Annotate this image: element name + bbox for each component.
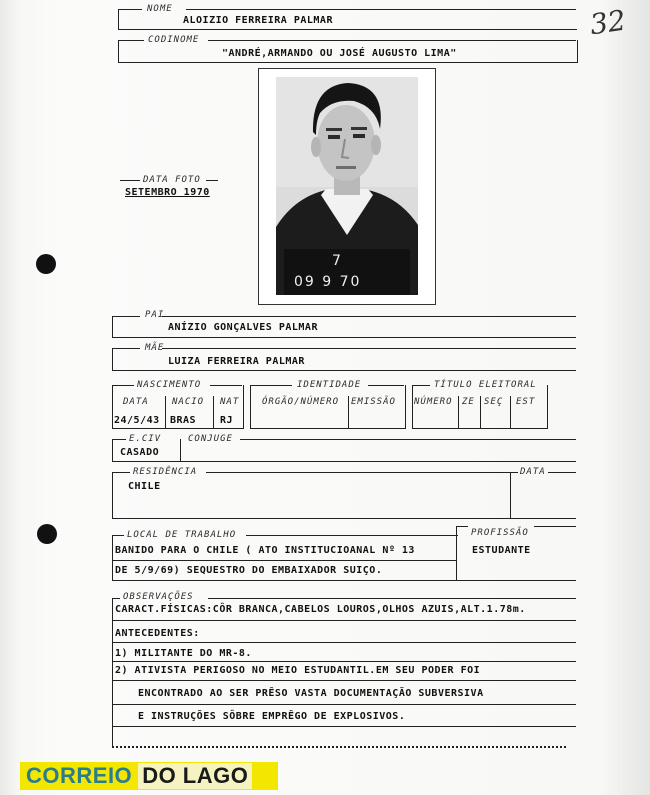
bottom-rule: [112, 746, 566, 748]
antecedente-item-2: 2) ATIVISTA PERIGOSO NO MEIO ESTUDANTIL.EM SEU PODER FOI: [115, 665, 481, 676]
emissao-label: EMISSÃO: [351, 397, 396, 407]
titulo-eleitoral-label: TÍTULO ELEITORAL: [434, 380, 537, 390]
nome-value: ALOIZIO FERREIRA PALMAR: [183, 15, 333, 26]
observacoes-label: OBSERVAÇÕES: [123, 592, 194, 602]
mae-value: LUIZA FERREIRA PALMAR: [168, 356, 305, 367]
profissao-value: ESTUDANTE: [472, 545, 531, 556]
codinome-label: CODINOME: [148, 35, 200, 45]
antecedente-item-4: E INSTRUÇÕES SÔBRE EMPRÊGO DE EXPLOSIVOS.: [138, 711, 406, 722]
nascimento-data-value: 24/5/43: [114, 415, 160, 426]
punch-hole-top: [36, 254, 56, 274]
photo-placard-line1: 7: [332, 253, 341, 269]
estado-civil-value: CASADO: [120, 447, 160, 458]
antecedentes-label: ANTECEDENTES:: [115, 628, 200, 639]
mae-label: MÃE: [145, 343, 165, 353]
correio-do-lago-logo: [20, 762, 278, 790]
residencia-label: RESIDÊNCIA: [133, 467, 198, 477]
mugshot-photo: [276, 77, 418, 295]
pai-value: ANÍZIO GONÇALVES PALMAR: [168, 322, 318, 333]
profissao-label: PROFISSÃO: [471, 528, 529, 538]
estado-civil-label: E.CIV: [129, 434, 162, 444]
nat-label: NAT: [220, 397, 240, 407]
data-label: DATA: [123, 397, 149, 407]
logo-correio: CORREIO: [26, 763, 133, 788]
pai-label: PAI: [145, 310, 165, 320]
local-trabalho-line1: BANIDO PARA O CHILE ( ATO INSTITUCIOANAL Nº 13: [115, 545, 415, 556]
residencia-value: CHILE: [128, 481, 161, 492]
local-trabalho-line2: DE 5/9/69) SEQUESTRO DO EMBAIXADOR SUIÇO.: [115, 565, 383, 576]
nascimento-label: NASCIMENTO: [137, 380, 202, 390]
identidade-label: IDENTIDADE: [297, 380, 362, 390]
nacio-label: NACIO: [172, 397, 205, 407]
numero-label: NÚMERO: [414, 397, 453, 407]
punch-hole-bottom: [37, 524, 57, 544]
data-foto-value: SETEMBRO 1970: [125, 187, 210, 198]
nacionalidade-value: BRAS: [170, 415, 197, 426]
data-foto-label: DATA FOTO: [143, 175, 201, 185]
estado-label: EST: [516, 397, 536, 407]
codinome-value: "ANDRÉ,ARMANDO OU JOSÉ AUGUSTO LIMA": [222, 48, 457, 59]
handwritten-page-number: 32: [587, 3, 628, 42]
antecedente-item-1: 1) MILITANTE DO MR-8.: [115, 648, 252, 659]
photo-placard-line2: 09 9 70: [294, 274, 362, 290]
secao-label: SEÇ: [484, 397, 504, 407]
nome-label: NOME: [147, 4, 173, 14]
conjuge-label: CONJUGE: [188, 434, 233, 444]
mugshot-image: [276, 77, 418, 295]
orgao-numero-label: ÓRGÃO/NÚMERO: [262, 397, 340, 407]
local-trabalho-label: LOCAL DE TRABALHO: [127, 530, 237, 540]
naturalidade-value: RJ: [220, 415, 234, 426]
caracteristicas-fisicas: CARACT.FÍSICAS:CÔR BRANCA,CABELOS LOUROS,OLHOS AZUIS,ALT.1.78m.: [115, 604, 526, 615]
antecedente-item-3: ENCONTRADO AO SER PRÊSO VASTA DOCUMENTAÇÃO SUBVERSIVA: [138, 688, 484, 699]
logo-do-lago: DO LAGO: [138, 763, 252, 789]
residencia-data-label: DATA: [520, 467, 546, 477]
ze-label: ZE: [462, 397, 475, 407]
